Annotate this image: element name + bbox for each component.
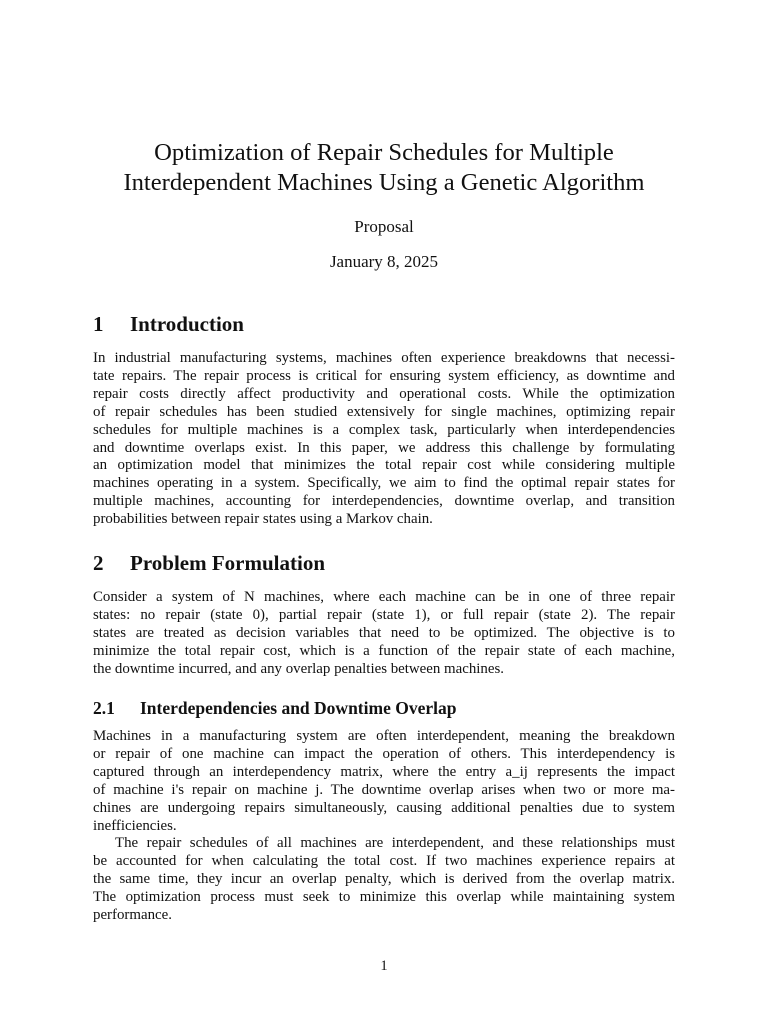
section-2-heading (93, 551, 325, 576)
subsection-paragraph-1 (93, 728, 675, 835)
text-line: captured through an interdependency matrix, where the entry a_ij represents the impact (93, 763, 675, 780)
text-line: probabilities between repair states using a Markov chain. (93, 511, 433, 528)
section-1-heading (93, 312, 244, 337)
section-2-paragraph (93, 589, 675, 679)
text-line: of repair schedules has been studied extensively for single machines, optimizing repair (93, 403, 675, 420)
text-line: schedules for multiple machines is a complex task, particularly when interdependencies (93, 421, 675, 438)
title-line-2: Interdependent Machines Using a Genetic Algorithm (123, 169, 645, 196)
text-line: or repair of one machine can impact the operation of others. This interdependency is (93, 745, 675, 762)
text-line: machines operating in a system. Specifically, we aim to find the optimal repair states for (93, 475, 675, 492)
subsection-paragraph-2 (93, 835, 675, 925)
section-title: Introduction (130, 312, 244, 336)
text-line: repair costs directly affect productivity and operational costs. While the optimization (93, 385, 675, 402)
section-number: 2 (93, 551, 104, 575)
text-line: The repair schedules of all machines are interdependent, and these relationships must (115, 835, 675, 851)
subsection-2-1-heading (93, 698, 456, 719)
text-line: The optimization process must seek to minimize this overlap while maintaining system (93, 888, 675, 905)
text-line: and downtime overlaps exist. In this paper, we address this challenge by formulating (93, 439, 675, 456)
text-line: chines are undergoing repairs simultaneously, causing additional penalties due to system (93, 799, 675, 816)
subsection-number: 2.1 (93, 698, 115, 718)
text-line: the downtime incurred, and any overlap penalties between machines. (93, 660, 504, 677)
text-line: states: no repair (state 0), partial repair (state 1), or full repair (state 2). The repair (93, 606, 675, 623)
text-line: of machine i's repair on machine j. The downtime overlap arises when two or more ma- (93, 781, 675, 798)
page-number: 1 (380, 958, 388, 974)
text-line: Machines in a manufacturing system are often interdependent, meaning the breakdown (93, 728, 675, 744)
text-line: minimize the total repair cost, which is a function of the repair state of each machine, (93, 642, 675, 659)
text-line: be accounted for when calculating the total cost. If two machines experience repairs at (93, 852, 675, 869)
text-line: states are treated as decision variables that need to be optimized. The objective is to (93, 624, 675, 641)
text-line: multiple machines, accounting for interdependencies, downtime overlap, and transition (93, 493, 675, 510)
paper-title (0, 138, 768, 198)
text-line: tate repairs. The repair process is critical for ensuring system efficiency, as downtime and (93, 367, 675, 384)
section-number: 1 (93, 312, 104, 336)
date: January 8, 2025 (329, 252, 439, 271)
text-line: In industrial manufacturing systems, machines often experience breakdowns that necessi- (93, 350, 675, 366)
section-title: Problem Formulation (130, 551, 326, 575)
text-line: an optimization model that minimizes the total repair cost while considering multiple (93, 457, 675, 474)
title-line-1: Optimization of Repair Schedules for Multiple (154, 139, 614, 166)
text-line: the same time, they incur an overlap penalty, which is derived from the overlap matrix. (93, 870, 675, 887)
text-line: inefficiencies. (93, 817, 177, 834)
section-1-paragraph (93, 350, 675, 529)
text-line: performance. (93, 906, 172, 923)
text-line: Consider a system of N machines, where each machine can be in one of three repair (93, 589, 675, 605)
subsection-title: Interdependencies and Downtime Overlap (140, 698, 457, 718)
author: Proposal (354, 217, 414, 236)
